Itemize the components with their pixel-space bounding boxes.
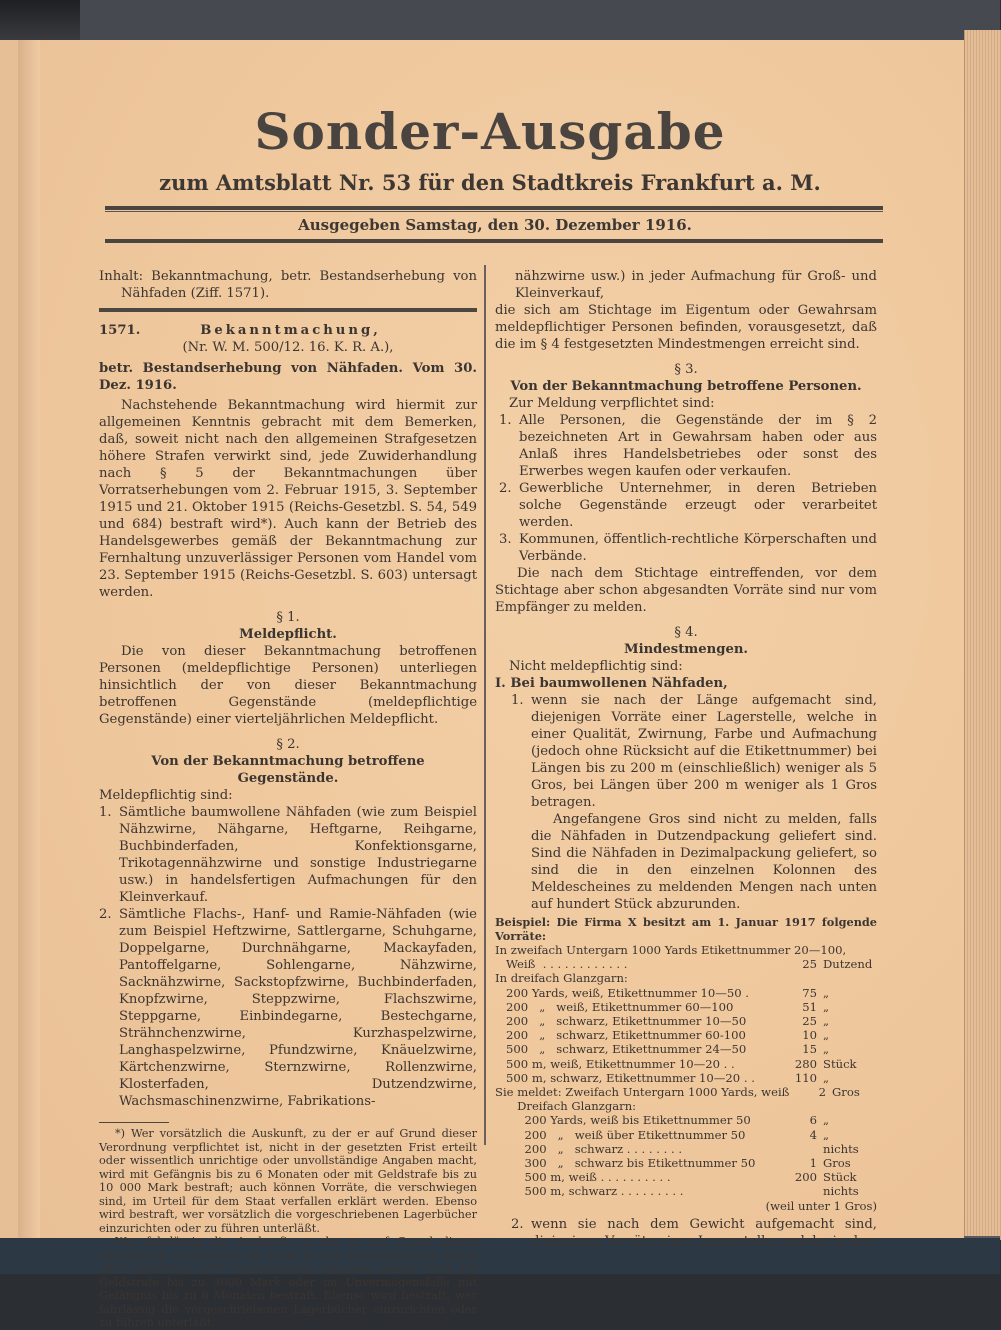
table-row: [495, 1014, 877, 1028]
table-row: [495, 1000, 877, 1014]
row-unit: „: [823, 985, 830, 1000]
row-unit: Stück: [823, 1170, 857, 1185]
continued-item: nähzwirne usw.) in jeder Aufmachung für Groß- und Kleinverkauf,: [515, 269, 877, 301]
row-unit: „: [823, 1070, 830, 1085]
section-4-group: I. Bei baumwollenen Nähfaden,: [495, 676, 728, 691]
row-unit: [857, 943, 877, 957]
footnote-paragraph-2: Wer fahrlässig die Auskunft, zu der er auf Grund dieser Verordnung verpflichtet ist, nicht in der gesetzten Frist erteilt oder unrichtige oder unvollständige Angaben macht, wird mit Geldstrafe bis zu 3000 Mark oder im Unvermögensfalle mit Gefängnis bis zu 6 Monaten bestraft. Ebenso wird bestraft, wer fahrlässig die vorgeschriebenen Lagerbücher einzurichten oder zu führen unterläßt.: [99, 1235, 477, 1329]
table-row: [495, 1170, 877, 1184]
section-3-text: Die nach dem Stichtage eintreffenden, vor dem Stichtage aber schon abgesandten Vorräte sind nur vom Empfänger zu melden.: [495, 566, 877, 615]
row-unit: Stück: [823, 1056, 857, 1071]
contents-line: Inhalt: Bekanntmachung, betr. Bestandserhebung von Nähfaden (Ziff. 1571).: [99, 269, 477, 301]
section-4-heading: § 4.: [674, 625, 698, 640]
row-description: 500 „ schwarz, Etikettnummer 24—50: [495, 1042, 747, 1057]
table-row: [495, 1057, 877, 1071]
example-stock-table: [495, 943, 877, 1085]
table-row: [495, 971, 877, 985]
section-1-text: Die von dieser Bekanntmachung betroffenen Personen (meldepflichtige Personen) unterliegen hinsichtlich der von dieser Bekanntmachung betroffenen Gegenstände (meldepflichtige Gegenstände) einer vierteljährlichen Meldepflicht.: [99, 644, 477, 727]
section-4-item: [495, 692, 877, 811]
row-unit: „: [823, 1014, 830, 1029]
row-unit: „: [823, 999, 830, 1014]
book-gutter: [18, 40, 42, 1240]
row-unit: Dutzend: [823, 957, 873, 972]
row-quantity: 4: [809, 1127, 817, 1142]
item-text: Sämtliche Flachs-, Hanf- und Ramie-Nähfaden (wie zum Beispiel Heftzwirne, Sattlergarne, Schuhgarne, Doppelgarne, Durchnähgarne, Mackayfaden, Pantoffelgarne, Sohlengarne, Nähzwirne, Sacknähzwirne, Sackstopfzwirne, Buchbinderfaden, Knopfzwirne, Steppzwirne, Flachszwirne, Steppgarne, Einbindegarne, Bestechgarne, Strähnchenzwirne, Kurzhaspelzwirne, Langhaspelzwirne, Pfundzwirne, Knäuelzwirne, Kärtchenzwirne, Sternzwirne, Rollenzwirne, Klosterfaden, Dutzendzwirne, Wachsmaschinenzwirne, Fabrikations-: [119, 907, 477, 1109]
section-4-item: [495, 1216, 877, 1250]
row-unit: „: [823, 1127, 830, 1142]
book-spine-left: [0, 40, 19, 1240]
row-quantity: 51: [802, 999, 817, 1014]
notice-reference: (Nr. W. M. 500/12. 16. K. R. A.),: [182, 340, 394, 355]
row-unit: „: [823, 1042, 830, 1057]
row-description: Dreifach Glanzgarn:: [495, 1099, 637, 1114]
book-cover-top-band: [80, 0, 1000, 42]
header-rule-top-thin: [105, 211, 883, 212]
item-number: 3.: [499, 532, 512, 547]
row-description: Weiß . . . . . . . . . . . .: [495, 957, 628, 972]
table-row: [495, 1156, 877, 1170]
notice-number: 1571.: [99, 323, 141, 338]
document-page: [40, 40, 964, 1329]
row-quantity: 10: [802, 1028, 817, 1043]
item-number: 2.: [499, 481, 512, 496]
section-2-title: Von der Bekanntmachung betroffene Gegenstände.: [151, 754, 425, 786]
row-description: 200 „ schwarz, Etikettnummer 60-100: [495, 1028, 746, 1043]
section-3-heading: § 3.: [674, 362, 698, 377]
section-4-lead: Nicht meldepflichtig sind:: [509, 659, 683, 674]
section-2-lead: Meldepflichtig sind:: [99, 788, 233, 803]
left-column: [99, 268, 477, 1330]
section-1-heading: § 1.: [276, 610, 300, 625]
footnote-paragraph-1: *) Wer vorsätzlich die Auskunft, zu der er auf Grund dieser Verordnung verpflichtet ist, nicht in der gesetzten Frist erteilt oder wissentlich unrichtige oder unvollständige Angaben macht, wird mit Gefängnis bis zu 6 Monaten oder mit Geldstrafe bis zu 10 000 Mark bestraft; auch können Vorräte, die verschwiegen sind, im Urteil für dem Staat verfallen erklärt werden. Ebenso wird bestraft, wer vorsätzlich die vorgeschriebenen Lagerbücher einzurichten oder zu führen unterläßt.: [99, 1127, 477, 1235]
item-text: Gewerbliche Unternehmer, in deren Betrieben solche Gegenstände erzeugt oder verarbeitet werden.: [519, 481, 877, 530]
item-number: 1.: [511, 693, 524, 708]
row-description: 200 „ weiß über Etikettnummer 50: [495, 1127, 746, 1142]
notice-title: Bekanntmachung,: [200, 323, 381, 338]
notice-header: [99, 322, 477, 339]
item-number: 2.: [511, 1216, 524, 1232]
section-3-lead: Zur Meldung verpflichtet sind:: [509, 396, 715, 411]
row-unit: „: [823, 1113, 830, 1128]
row-unit: Gros: [823, 1156, 851, 1171]
table-row: [495, 1085, 877, 1099]
row-unit: Gros: [832, 1085, 860, 1100]
table-row: [495, 1142, 877, 1156]
section-2-item: [99, 906, 477, 1110]
header-rule-bottom: [105, 239, 883, 243]
intro-paragraph: Nachstehende Bekanntmachung wird hiermit zur allgemeinen Kenntnis gebracht mit dem Bemerken, daß, soweit nicht nach den allgemeinen Strafgesetzen höhere Strafen verwirkt sind, jede Zuwiderhandlung nach § 5 der Bekanntmachungen über Vorratserhebungen vom 2. Februar 1915, 3. September 1915 und 21. Oktober 1915 (Reichs-Gesetzbl. S. 54, 549 und 684) bestraft wird*). Auch kann der Betrieb des Handelsgewerbes gemäß der Bekanntmachung zur Fernhaltung unzuverlässiger Personen vom Handel vom 23. September 1915 (Reichs-Gesetzbl. S. 603) untersagt werden.: [99, 398, 477, 600]
row-quantity: 1: [809, 1156, 817, 1171]
row-unit: „: [823, 1028, 830, 1043]
row-quantity: 2: [818, 1085, 827, 1100]
section-2-item: [99, 804, 477, 906]
section-3-item: [495, 480, 877, 531]
table-row: [495, 986, 877, 1000]
table-row: [495, 1071, 877, 1085]
row-description: 500 m, schwarz, Etikettnummer 10—20 . .: [495, 1070, 755, 1085]
book-cover-top: [0, 0, 1000, 42]
footnote-rule: [99, 1122, 169, 1123]
item-text: Sämtliche baumwollene Nähfaden (wie zum Beispiel Nähzwirne, Nähgarne, Heftgarne, Reihgarne, Buchbinderfaden, Konfektionsgarne, Trikotagennähzwirne und sonstige Industriegarne usw.) in handelsfertigen Aufmachungen für den Kleinverkauf.: [119, 805, 477, 905]
row-unit: [817, 1099, 877, 1113]
row-unit: [817, 971, 877, 985]
footnote: [99, 1127, 477, 1330]
row-quantity: [773, 1099, 817, 1113]
item-number: 2.: [99, 907, 112, 922]
item-number: 1.: [499, 413, 512, 428]
row-description: 200 Yards, weiß bis Etikettnummer 50: [495, 1113, 751, 1128]
document-title: Sonder-Ausgabe: [254, 102, 726, 161]
example-report-table: [495, 1085, 877, 1199]
table-row: [495, 1028, 877, 1042]
row-description: In dreifach Glanzgarn:: [495, 971, 628, 986]
row-description: 200 Yards, weiß, Etikettnummer 10—50 .: [495, 985, 749, 1000]
example-note: (weil unter 1 Gros): [765, 1198, 877, 1213]
row-quantity: [846, 943, 857, 957]
row-quantity: [773, 1142, 817, 1156]
table-row: [495, 1113, 877, 1127]
row-quantity: 200: [794, 1170, 817, 1185]
issue-date: Ausgegeben Samstag, den 30. Dezember 1916.: [298, 216, 692, 234]
row-quantity: 25: [802, 957, 817, 972]
row-quantity: 75: [802, 985, 817, 1000]
row-description: 200 „ weiß, Etikettnummer 60—100: [495, 999, 734, 1014]
page-stack-edge: [964, 30, 1001, 1240]
row-description: Sie meldet: Zweifach Untergarn 1000 Yards, weiß: [495, 1085, 790, 1100]
row-quantity: [773, 1184, 817, 1198]
row-quantity: 110: [794, 1070, 817, 1085]
table-row: [495, 943, 877, 957]
section-3-item: [495, 412, 877, 480]
contents-rule: [99, 308, 477, 312]
section-4-title: Mindestmengen.: [623, 642, 749, 657]
row-description: 500 m, schwarz . . . . . . . . .: [495, 1184, 684, 1199]
section-3-title: Von der Bekanntmachung betroffene Personen.: [510, 379, 862, 394]
section-2-heading: § 2.: [276, 737, 300, 752]
example-lead: Beispiel: Die Firma X besitzt am 1. Januar 1917 folgende Vorräte:: [495, 915, 877, 943]
table-row: [495, 1099, 877, 1113]
row-unit: nichts: [823, 1184, 859, 1199]
item-text: Kommunen, öffentlich-rechtliche Körperschaften und Verbände.: [519, 532, 877, 564]
row-unit: nichts: [823, 1141, 859, 1156]
item-text: wenn sie nach der Länge aufgemacht sind, diejenigen Vorräte einer Lagerstelle, welche in einer Qualität, Zwirnung, Farbe und Aufmachung (jedoch ohne Rücksicht auf die Etikettnummer) bei Längen bis zu 200 m (einschließlich) weniger als 5 Gros, bei Längen über 200 m weniger als 1 Gros betragen.: [531, 693, 877, 810]
section-1-title: Meldepflicht.: [239, 627, 337, 642]
row-description: 500 m, weiß, Etikettnummer 10—20 . .: [495, 1056, 735, 1071]
masthead: [100, 102, 880, 195]
row-description: 200 „ schwarz . . . . . . . .: [495, 1141, 683, 1156]
row-description: 200 „ schwarz, Etikettnummer 10—50: [495, 1014, 747, 1029]
right-column: [495, 268, 877, 1250]
continued-text: die sich am Stichtage im Eigentum oder Gewahrsam meldepflichtiger Personen befinden, vorausgesetzt, daß die im § 4 festgesetzten Mindestmengen erreicht sind.: [495, 303, 877, 352]
section-4-item-note: Angefangene Gros sind nicht zu melden, falls die Nähfaden in Dutzendpackung geliefert sind. Sind die Nähfaden in Dezimalpackung geliefert, so sind die in den einzelnen Kolonnen des Meldescheines zu meldenden Mengen nach unten auf hundert Stück abzurunden.: [531, 812, 877, 912]
row-quantity: 25: [802, 1014, 817, 1029]
row-quantity: 6: [809, 1113, 817, 1128]
column-divider: [484, 265, 486, 1145]
row-description: 500 m, weiß . . . . . . . . . .: [495, 1170, 671, 1185]
row-quantity: 15: [802, 1042, 817, 1057]
table-row: [495, 1042, 877, 1056]
document-subtitle: zum Amtsblatt Nr. 53 für den Stadtkreis Frankfurt a. M.: [159, 170, 821, 195]
row-quantity: [773, 971, 817, 985]
item-text: wenn sie nach dem Gewicht aufgemacht sind, diejenigen Vorräte einer Lagerstelle, welche in der-: [531, 1216, 877, 1249]
row-description: In zweifach Untergarn 1000 Yards Etikettnummer 20—100,: [495, 943, 847, 957]
header-rule-top: [105, 206, 883, 210]
table-row: [495, 1184, 877, 1198]
item-text: Alle Personen, die Gegenstände der im § 2 bezeichneten Art in Gewahrsam haben oder aus Anlaß ihres Handelsbetriebes oder sonst des Erwerbes wegen kaufen oder verkaufen.: [519, 413, 877, 479]
table-row: [495, 957, 877, 971]
item-number: 1.: [99, 805, 112, 820]
notice-subject: betr. Bestandserhebung von Nähfaden. Vom 30. Dez. 1916.: [99, 361, 477, 393]
table-row: [495, 1128, 877, 1142]
row-description: 300 „ schwarz bis Etikettnummer 50: [495, 1156, 756, 1171]
row-quantity: 280: [794, 1056, 817, 1071]
section-3-item: [495, 531, 877, 565]
